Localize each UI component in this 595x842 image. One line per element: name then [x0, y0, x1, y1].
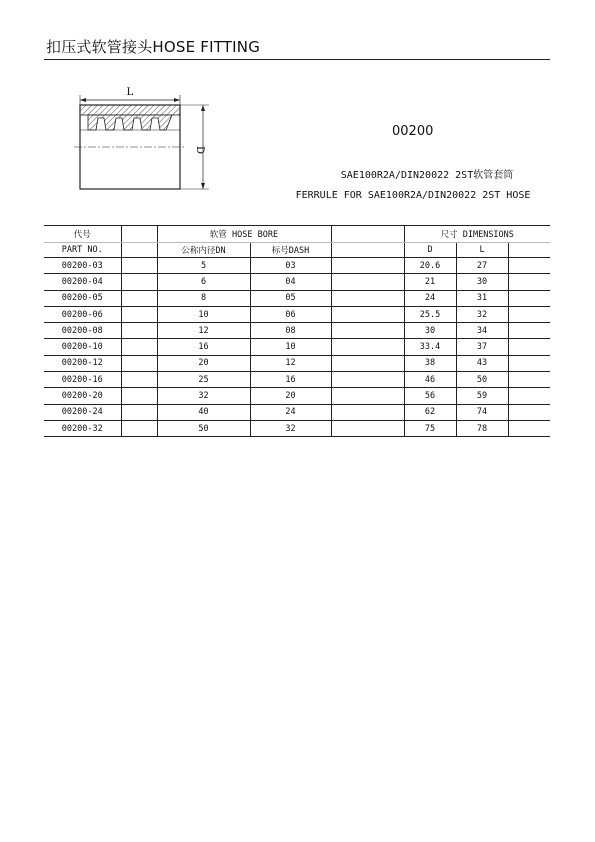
table-row — [44, 420, 550, 436]
l-cell: 43 — [456, 355, 508, 371]
spacer-cell — [121, 388, 157, 404]
table-header-row-1 — [44, 226, 550, 243]
ferrule-wall-section — [80, 105, 180, 115]
dn-cell: 16 — [157, 339, 250, 355]
dash-cell: 03 — [250, 258, 331, 274]
spacer-cell — [121, 355, 157, 371]
spacer-cell — [508, 388, 550, 404]
d-cell: 24 — [404, 290, 456, 306]
dash-cell: 16 — [250, 372, 331, 388]
page-title: 扣压式软管接头HOSE FITTING — [46, 38, 261, 56]
ferrule-teeth — [88, 115, 172, 130]
d-cell: 75 — [404, 420, 456, 436]
l-cell: 78 — [456, 420, 508, 436]
dimension-label-l: L — [126, 87, 134, 98]
product-subtitle-cn: SAE100R2A/DIN20022 2ST软管套筒 — [340, 170, 514, 181]
spacer-cell — [121, 306, 157, 322]
spacer-cell — [331, 404, 404, 420]
dash-cell: 05 — [250, 290, 331, 306]
product-subtitle-en: FERRULE FOR SAE100R2A/DIN20022 2ST HOSE — [295, 190, 531, 201]
spacer-cell — [121, 274, 157, 290]
table-row — [44, 290, 550, 306]
header-divider — [44, 59, 550, 60]
d-cell: 30 — [404, 323, 456, 339]
dash-cell: 06 — [250, 306, 331, 322]
dash-cell: 04 — [250, 274, 331, 290]
spacer-cell — [508, 339, 550, 355]
dn-cell: 12 — [157, 323, 250, 339]
l-cell: 74 — [456, 404, 508, 420]
dn-cell: 6 — [157, 274, 250, 290]
part-number-cell: 00200-32 — [44, 420, 121, 436]
spacer-cell — [331, 355, 404, 371]
spacer-cell — [331, 306, 404, 322]
d-cell: 38 — [404, 355, 456, 371]
dash-cell: 20 — [250, 388, 331, 404]
l-cell: 37 — [456, 339, 508, 355]
dimension-label-d: D — [194, 145, 205, 155]
dn-cell: 40 — [157, 404, 250, 420]
part-number-cell: 00200-04 — [44, 274, 121, 290]
header-dn: 公称内径DN — [157, 243, 250, 258]
spacer-cell — [508, 306, 550, 322]
d-cell: 21 — [404, 274, 456, 290]
part-number-cell: 00200-24 — [44, 404, 121, 420]
spacer-cell — [331, 323, 404, 339]
l-cell: 34 — [456, 323, 508, 339]
table-row — [44, 339, 550, 355]
spacer-cell — [331, 388, 404, 404]
table-row — [44, 323, 550, 339]
part-number-cell: 00200-05 — [44, 290, 121, 306]
table-body — [44, 258, 550, 437]
l-cell: 31 — [456, 290, 508, 306]
spacer-cell — [331, 339, 404, 355]
l-cell: 30 — [456, 274, 508, 290]
spacer-cell — [331, 420, 404, 436]
part-number-cell: 00200-16 — [44, 372, 121, 388]
dn-cell: 20 — [157, 355, 250, 371]
dash-cell: 24 — [250, 404, 331, 420]
d-cell: 25.5 — [404, 306, 456, 322]
spacer-cell — [331, 372, 404, 388]
dn-cell: 5 — [157, 258, 250, 274]
part-number-cell: 00200-20 — [44, 388, 121, 404]
dimension-table — [44, 225, 550, 437]
spacer-cell — [508, 258, 550, 274]
header-hose-bore: 软管 HOSE BORE — [157, 226, 331, 243]
header-d: D — [404, 243, 456, 258]
spacer-cell — [508, 404, 550, 420]
table-row — [44, 306, 550, 322]
table-row — [44, 355, 550, 371]
table-row — [44, 372, 550, 388]
d-cell: 56 — [404, 388, 456, 404]
table-row — [44, 388, 550, 404]
spacer-cell — [331, 290, 404, 306]
part-number-cell: 00200-10 — [44, 339, 121, 355]
header-dash: 标号DASH — [250, 243, 331, 258]
dn-cell: 50 — [157, 420, 250, 436]
spacer-cell — [508, 274, 550, 290]
table-row — [44, 404, 550, 420]
dash-cell: 08 — [250, 323, 331, 339]
table-header-row-2 — [44, 243, 550, 258]
header-code: 代号 — [44, 226, 121, 243]
l-cell: 27 — [456, 258, 508, 274]
spacer-cell — [121, 420, 157, 436]
table-row — [44, 274, 550, 290]
dash-cell: 10 — [250, 339, 331, 355]
spacer-cell — [121, 290, 157, 306]
l-cell: 32 — [456, 306, 508, 322]
part-series-code: 00200 — [392, 124, 434, 139]
header-dimensions: 尺寸 DIMENSIONS — [404, 226, 550, 243]
table-row — [44, 258, 550, 274]
spacer-cell — [331, 258, 404, 274]
header-l: L — [456, 243, 508, 258]
d-cell: 62 — [404, 404, 456, 420]
spacer-cell — [121, 404, 157, 420]
part-number-cell: 00200-03 — [44, 258, 121, 274]
d-cell: 33.4 — [404, 339, 456, 355]
dn-cell: 32 — [157, 388, 250, 404]
spacer-cell — [121, 323, 157, 339]
ferrule-drawing — [60, 80, 230, 195]
spacer-cell — [121, 339, 157, 355]
spacer-cell — [508, 323, 550, 339]
header-part-no: PART NO. — [44, 243, 121, 258]
part-number-cell: 00200-12 — [44, 355, 121, 371]
dn-cell: 8 — [157, 290, 250, 306]
spacer-cell — [121, 372, 157, 388]
l-cell: 59 — [456, 388, 508, 404]
dn-cell: 25 — [157, 372, 250, 388]
dn-cell: 10 — [157, 306, 250, 322]
spacer-cell — [331, 274, 404, 290]
spacer-cell — [508, 372, 550, 388]
dash-cell: 12 — [250, 355, 331, 371]
dash-cell: 32 — [250, 420, 331, 436]
part-number-cell: 00200-08 — [44, 323, 121, 339]
l-cell: 50 — [456, 372, 508, 388]
d-cell: 46 — [404, 372, 456, 388]
spacer-cell — [121, 258, 157, 274]
d-cell: 20.6 — [404, 258, 456, 274]
part-number-cell: 00200-06 — [44, 306, 121, 322]
spacer-cell — [508, 290, 550, 306]
spacer-cell — [508, 355, 550, 371]
spacer-cell — [508, 420, 550, 436]
